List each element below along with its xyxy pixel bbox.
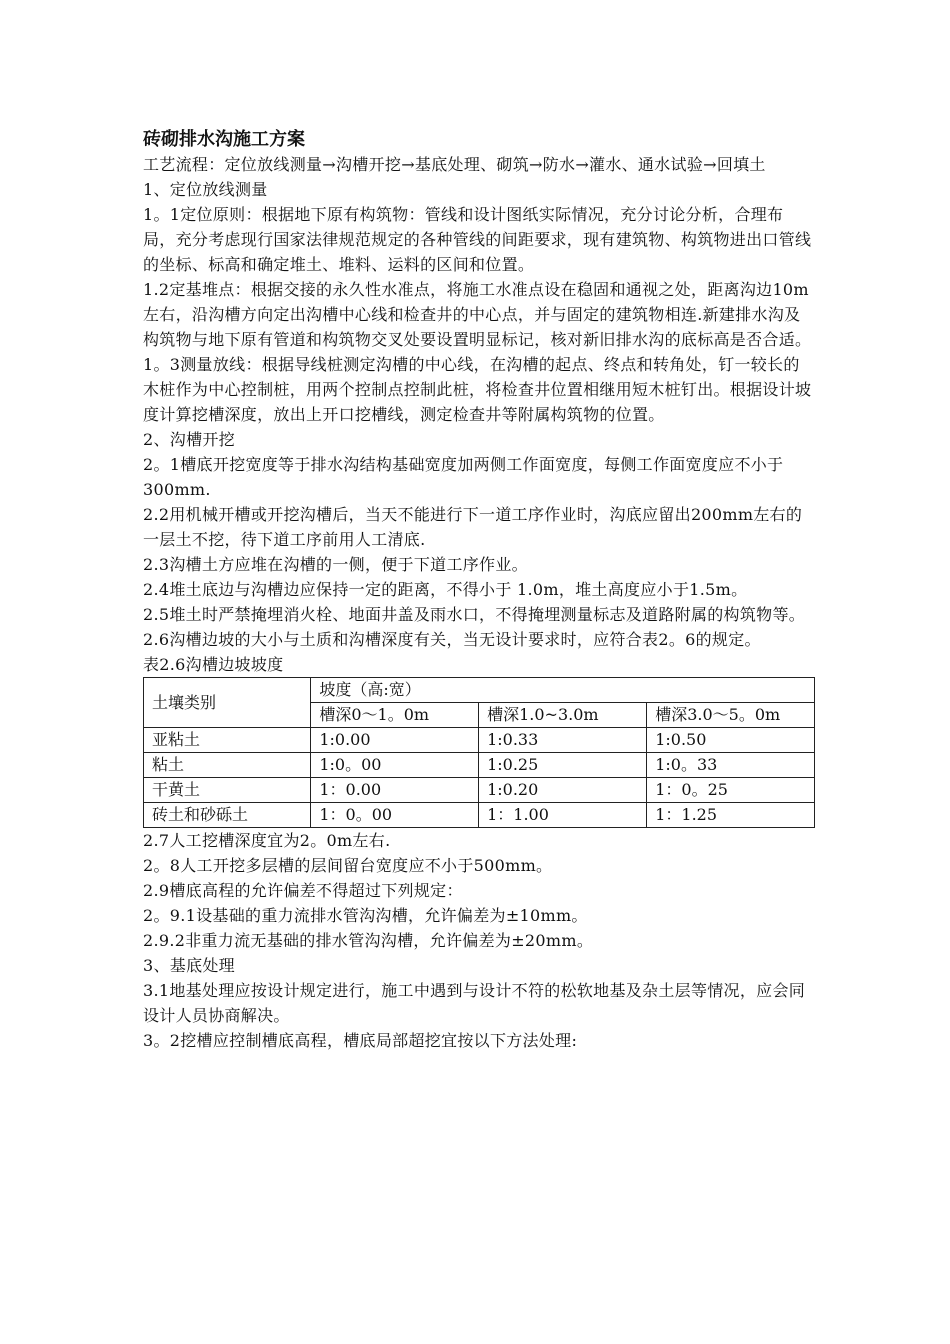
table-cell: 1:0.50 bbox=[647, 728, 815, 753]
table-cell: 1：0。00 bbox=[311, 803, 479, 828]
paragraph: 2。9.1设基础的重力流排水管沟沟槽，允许偏差为±10mm。 bbox=[143, 906, 588, 925]
table-cell: 1：0。25 bbox=[647, 778, 815, 803]
table-row bbox=[144, 803, 815, 828]
table-cell: 砖土和砂砾土 bbox=[144, 803, 311, 828]
table-cell: 干黄土 bbox=[144, 778, 311, 803]
paragraph: 2.6沟槽边坡的大小与土质和沟槽深度有关，当无设计要求时，应符合表2。6的规定。 bbox=[143, 630, 761, 649]
paragraph: 2.2用机械开槽或开挖沟槽后，当天不能进行下一道工序作业时，沟底应留出200mm左右的一层土不挖，待下道工序前用人工清底. bbox=[143, 505, 803, 549]
paragraph: 3.1地基处理应按设计规定进行，施工中遇到与设计不符的松软地基及杂土层等情况，应会同设计人员协商解决。 bbox=[143, 981, 806, 1025]
paragraph: 2.3沟槽土方应堆在沟槽的一侧，便于下道工序作业。 bbox=[143, 555, 528, 574]
depth-header: 槽深0～1。0m bbox=[311, 703, 479, 728]
paragraph: 工艺流程：定位放线测量→沟槽开挖→基底处理、砌筑→防水→灌水、通水试验→回填土 bbox=[143, 155, 766, 174]
table-row bbox=[144, 728, 815, 753]
table-caption: 表2.6沟槽边坡坡度 bbox=[143, 655, 284, 674]
section-heading: 2、沟槽开挖 bbox=[143, 430, 235, 449]
table-cell: 1:0.20 bbox=[479, 778, 647, 803]
slope-table bbox=[143, 677, 815, 828]
soil-type-header: 土壤类别 bbox=[144, 678, 311, 728]
table-cell: 1：1.00 bbox=[479, 803, 647, 828]
document-page bbox=[143, 128, 815, 1053]
table-cell: 1：0.00 bbox=[311, 778, 479, 803]
depth-header: 槽深1.0~3.0m bbox=[479, 703, 647, 728]
paragraph: 2。1槽底开挖宽度等于排水沟结构基础宽度加两侧工作面宽度，每侧工作面宽度应不小于300mm. bbox=[143, 455, 784, 499]
table-cell: 1:0。00 bbox=[311, 753, 479, 778]
table-cell: 1:0.33 bbox=[479, 728, 647, 753]
table-cell: 1:0.00 bbox=[311, 728, 479, 753]
paragraph: 1。3测量放线：根据导线桩测定沟槽的中心线，在沟槽的起点、终点和转角处，钉一较长的木桩作为中心控制桩，用两个控制点控制此桩，将检查井位置相继用短木桩钉出。根据设计坡度计算挖槽深度，放出上开口挖槽线，测定检查井等附属构筑物的位置。 bbox=[143, 355, 812, 424]
document-title: 砖砌排水沟施工方案 bbox=[143, 129, 305, 150]
table-cell: 1：1.25 bbox=[647, 803, 815, 828]
table-cell: 1:0.25 bbox=[479, 753, 647, 778]
paragraph: 2.5堆土时严禁掩埋消火栓、地面井盖及雨水口，不得掩埋测量标志及道路附属的构筑物等。 bbox=[143, 605, 806, 624]
paragraph: 2.4堆土底边与沟槽边应保持一定的距离，不得小于 1.0m，堆土高度应小于1.5m。 bbox=[143, 580, 748, 599]
slope-header: 坡度（高:宽） bbox=[311, 678, 815, 703]
table-cell: 粘土 bbox=[144, 753, 311, 778]
section-heading: 3、基底处理 bbox=[143, 956, 235, 975]
paragraph: 2。8人工开挖多层槽的层间留台宽度应不小于500mm。 bbox=[143, 856, 553, 875]
paragraph: 2.7人工挖槽深度宜为2。0m左右. bbox=[143, 831, 391, 850]
depth-header: 槽深3.0～5。0m bbox=[647, 703, 815, 728]
paragraph: 1。1定位原则：根据地下原有构筑物：管线和设计图纸实际情况，充分讨论分析，合理布局，充分考虑现行国家法律规范规定的各种管线的间距要求，现有建筑物、构筑物进出口管线的坐标、标高和确定堆土、堆料、运料的区间和位置。 bbox=[143, 205, 812, 274]
table-row bbox=[144, 753, 815, 778]
section-heading: 1、定位放线测量 bbox=[143, 180, 268, 199]
table-cell: 1:0。33 bbox=[647, 753, 815, 778]
table-header-row bbox=[144, 678, 815, 703]
paragraph: 3。2挖槽应控制槽底高程，槽底局部超挖宜按以下方法处理: bbox=[143, 1031, 578, 1050]
table-row bbox=[144, 778, 815, 803]
paragraph: 2.9槽底高程的允许偏差不得超过下列规定： bbox=[143, 881, 463, 900]
paragraph: 1.2定基堆点：根据交接的永久性水准点，将施工水准点设在稳固和通视之处，距离沟边10m左右，沿沟槽方向定出沟槽中心线和检查井的中心点，并与固定的建筑物相连.新建排水沟及构筑物与地下原有管道和构筑物交叉处要设置明显标记，核对新旧排水沟的底标高是否合适。 bbox=[143, 280, 812, 349]
table-cell: 亚粘土 bbox=[144, 728, 311, 753]
paragraph: 2.9.2非重力流无基础的排水管沟沟槽，允许偏差为±20mm。 bbox=[143, 931, 594, 950]
